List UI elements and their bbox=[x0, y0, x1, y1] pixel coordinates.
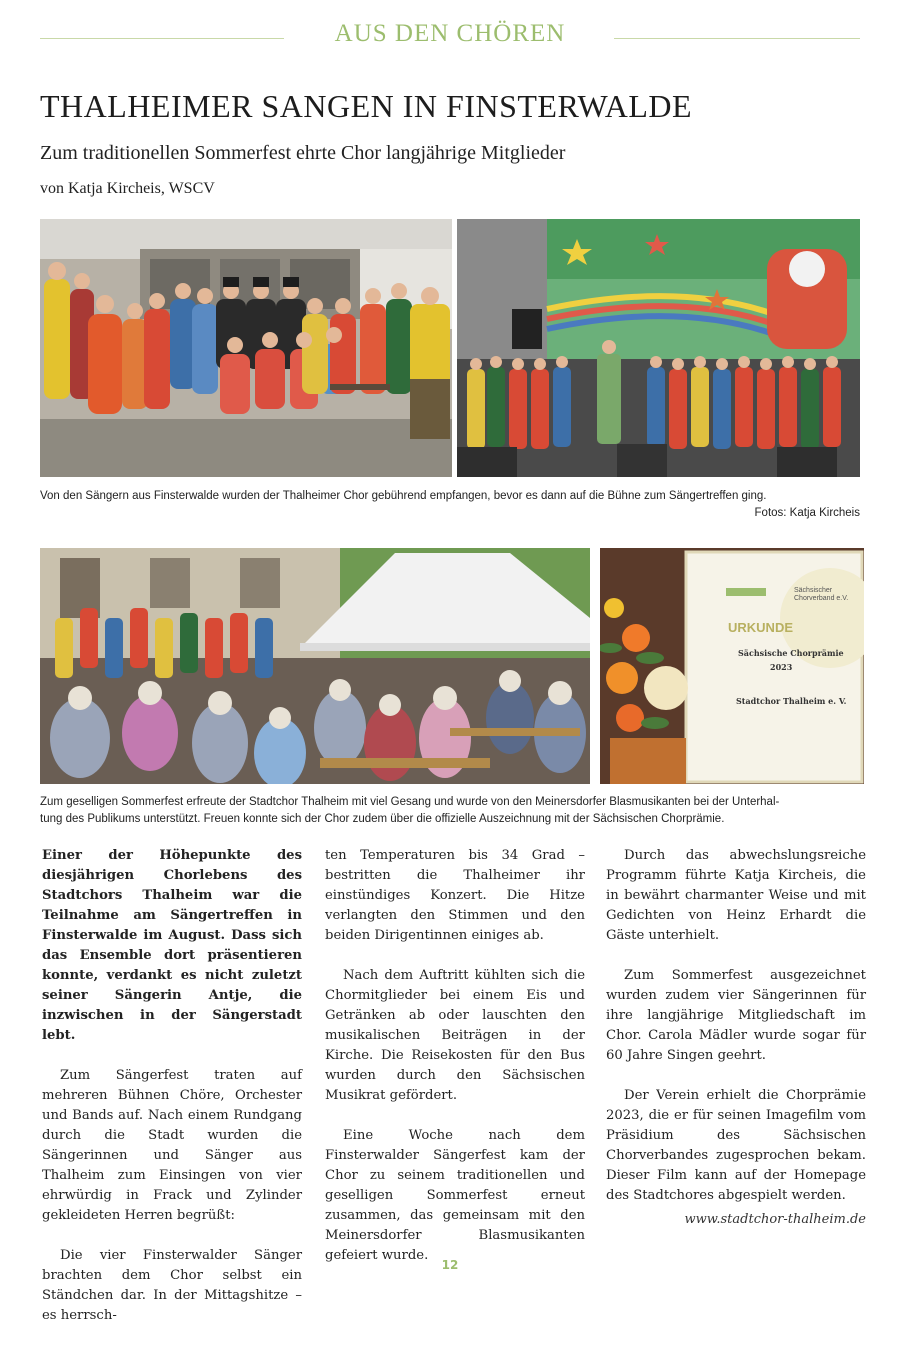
certificate-year: 2023 bbox=[770, 662, 793, 672]
photo-choir-group bbox=[40, 219, 452, 477]
article-subtitle: Zum traditionellen Sommerfest ehrte Chor langjährige Mitglieder bbox=[40, 142, 566, 164]
article-column-2 bbox=[325, 846, 585, 1286]
article-paragraph: Nach dem Auftritt kühlten sich die Chormitglieder bei einem Eis und Getränken ab oder lauschten den musikalischen Beiträgen in der Kirche. Die Reisekosten für den Bus wurden durch den Sächsischen Musikrat gefördert. bbox=[325, 968, 585, 1103]
certificate-award: Sächsische Chorprämie bbox=[738, 648, 844, 658]
photo-choir-stage-graphic bbox=[457, 219, 860, 477]
page-number: 12 bbox=[441, 1258, 459, 1272]
article-paragraph: Zum Sommerfest ausgezeichnet wurden zudem vier Sängerinnen für ihre langjährige Mitgliedschaft im Chor. Carola Mädler wurde sogar für 60 Jahre Singen geehrt. bbox=[606, 968, 866, 1063]
article-lead: Einer der Höhepunkte des diesjährigen Chorlebens des Stadtchors Thalheim war die Teilnahme am Sängertreffen in Finsterwalde im August. Dass sich das Ensemble dort präsentieren konnte, verdankt es nicht zuletzt seiner Sängerin Antje, die inzwischen in der Sängerstadt lebt. bbox=[42, 848, 302, 1043]
photo-summer-fest-graphic bbox=[40, 548, 590, 784]
article-paragraph: Zum Sängerfest traten auf mehreren Bühnen Chöre, Orchester und Bands auf. Nach einem Rundgang durch die Stadt wurden die Sängerinnen und Sänger aus Thalheim zum Einsingen von vier ehrwürdig in Frack und Zylinder gekleideten Herren begrüßt: bbox=[42, 1068, 302, 1223]
certificate-title: URKUNDE bbox=[728, 620, 793, 635]
photo-choir-stage bbox=[457, 219, 860, 477]
article-paragraph: Eine Woche nach dem Finsterwalder Sängerfest kam der Chor zu seinem traditionellen und geselligen Sommerfest erneut zusammen, das gemeinsam mit den Meinersdorfer Blasmusikanten gefeiert wurde. bbox=[325, 1128, 585, 1263]
article-paragraph: Die vier Finsterwalder Sänger brachten dem Chor selbst ein Ständchen dar. In der Mittagshitze – es herrsch- bbox=[42, 1248, 302, 1323]
certificate-recipient: Stadtchor Thalheim e. V. bbox=[736, 696, 847, 706]
photo-caption-2-line-1: Zum geselligen Sommerfest erfreute der Stadtchor Thalheim mit viel Gesang und wurde von den Meinersdorfer Blasmusikanten bei der Unterhal- bbox=[40, 796, 780, 808]
article-headline: THALHEIMER SANGEN IN FINSTERWALDE bbox=[40, 88, 693, 124]
article-paragraph: ten Temperaturen bis 34 Grad – bestritten die Thalheimer ihr einstündiges Konzert. Die Hitze verlangten den Stimmen und den beiden Dirigentinnen einiges ab. bbox=[325, 848, 585, 943]
photo-choir-group-graphic bbox=[40, 219, 452, 477]
photo-summer-fest bbox=[40, 548, 590, 784]
website-link[interactable]: www.stadtchor-thalheim.de bbox=[684, 1212, 866, 1227]
photo-certificate-graphic bbox=[600, 548, 864, 784]
photo-credit: Fotos: Katja Kircheis bbox=[754, 507, 860, 519]
photo-caption-1: Von den Sängern aus Finsterwalde wurden der Thalheimer Chor gebührend empfangen, bevor es dann auf die Bühne zum Sängertreffen ging. bbox=[40, 490, 767, 502]
photo-caption-2-line-2: tung des Publikums unterstützt. Freuen konnte sich der Chor zudem über die offizielle Auszeichnung mit der Sächsischen Chorprämie. bbox=[40, 813, 725, 825]
article-paragraph: Durch das abwechslungsreiche Programm führte Katja Kircheis, die in bewährt charmanter Weise und mit Gedichten von Heinz Erhardt die Gäste unterhielt. bbox=[606, 848, 866, 943]
section-title: AUS DEN CHÖREN bbox=[334, 20, 566, 47]
article-column-3 bbox=[606, 846, 866, 1226]
photo-certificate bbox=[600, 548, 864, 784]
article-paragraph: Der Verein erhielt die Chorprämie 2023, die er für seinen Imagefilm vom Präsidium des Sächsischen Chorverbandes zugesprochen bekam. Dieser Film kann auf der Homepage des Stadtchores abgespielt werden. bbox=[606, 1088, 866, 1203]
article-byline: von Katja Kircheis, WSCV bbox=[40, 180, 215, 197]
certificate-org: Sächsischer Chorverband e.V. bbox=[794, 587, 849, 602]
